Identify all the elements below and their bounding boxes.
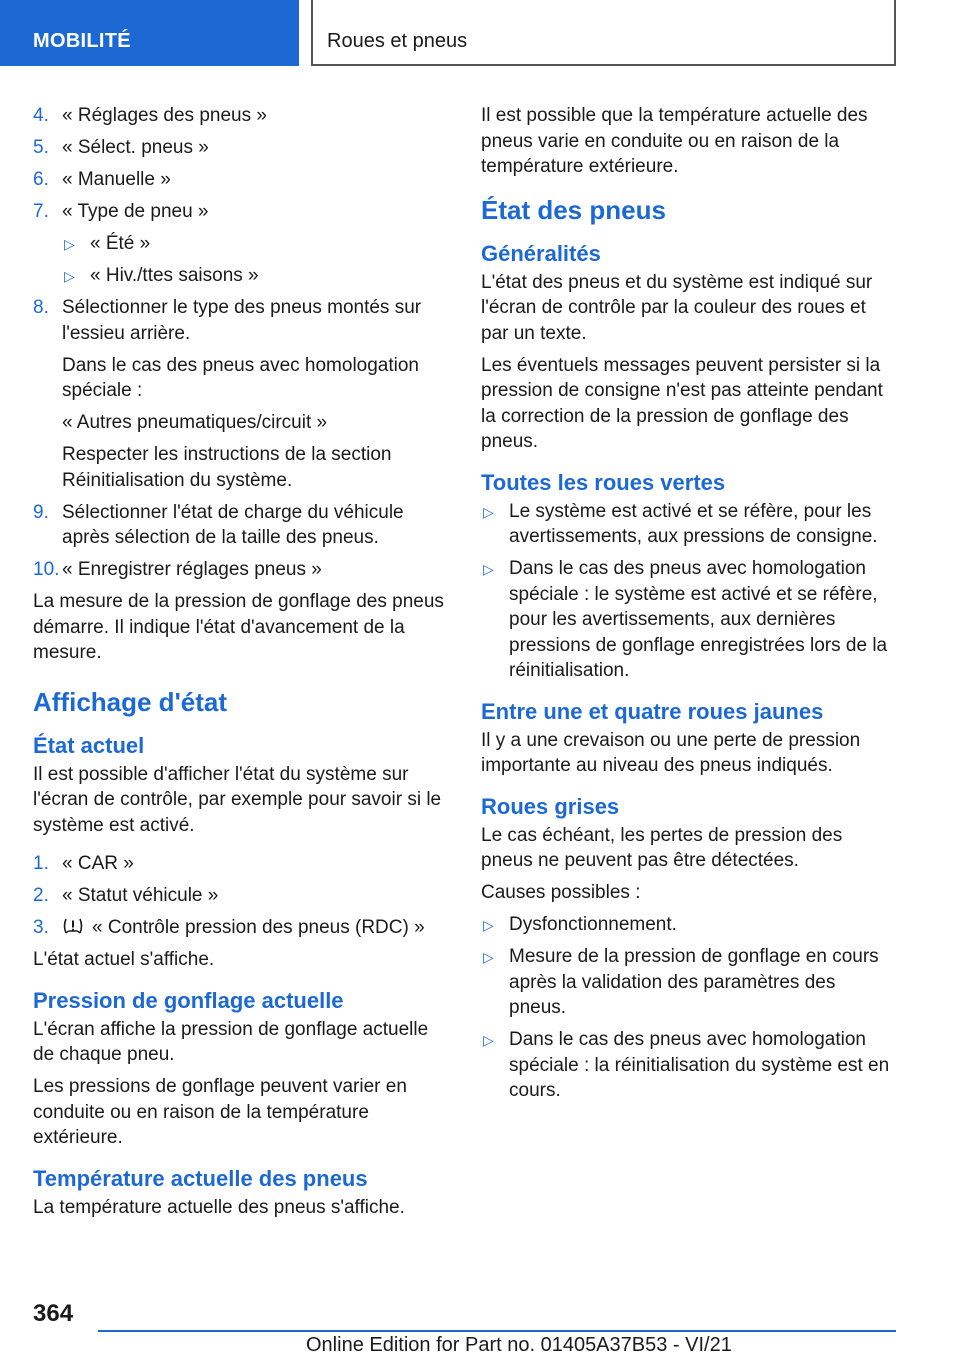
tire-type-winter: « Hiv./ttes saisons » xyxy=(90,265,259,286)
page-number: 364 xyxy=(33,1300,74,1327)
section-title: MOBILITÉ xyxy=(33,30,131,52)
list-item-text: Dans le cas des pneus avec homologation spéciale : la réinitialisation du système est en cours. xyxy=(509,1029,890,1101)
triangle-bullet-icon: ▷ xyxy=(483,503,494,520)
paragraph: Causes possibles : xyxy=(481,882,641,903)
step-text: Sélectionner l'état de charge du véhicule après sélection de la taille des pneus. xyxy=(62,501,404,548)
step-number: 2. xyxy=(33,885,49,906)
step-number: 3. xyxy=(33,917,49,938)
heading-grises: Roues grises xyxy=(481,793,620,819)
heading-jaunes: Entre une et quatre roues jaunes xyxy=(481,698,824,724)
paragraph: L'état actuel s'affiche. xyxy=(33,949,215,970)
paragraph: Il y a une crevaison ou une perte de pression importante au niveau des pneus indiqués. xyxy=(481,729,861,776)
step-item xyxy=(33,557,445,583)
left-column xyxy=(33,103,445,1227)
footer-divider xyxy=(98,1330,896,1332)
heading-etat-pneus: État des pneus xyxy=(481,194,666,225)
step-item xyxy=(33,135,445,161)
heading-vertes: Toutes les roues vertes xyxy=(481,469,726,495)
step-text: « Enregistrer réglages pneus » xyxy=(62,559,322,580)
list-item xyxy=(62,231,445,257)
paragraph: L'état des pneus et du système est indiqué sur l'écran de contrôle par la couleur des roues et par un texte. xyxy=(481,271,873,344)
step-text: Respecter les instructions de la section Réinitialisation du système. xyxy=(62,444,392,491)
triangle-bullet-icon: ▷ xyxy=(483,949,494,965)
step-number: 6. xyxy=(33,169,49,190)
step-text: Sélectionner le type des pneus montés sur l'essieu arrière. xyxy=(62,297,422,344)
list-item xyxy=(481,499,897,550)
paragraph: Il est possible que la température actuelle des pneus varie en conduite ou en raison de la température extérieure. xyxy=(481,105,868,177)
triangle-bullet-icon: ▷ xyxy=(64,236,75,252)
step-item xyxy=(33,167,445,193)
chapter-title: Roues et pneus xyxy=(327,30,468,52)
step-number: 8. xyxy=(33,297,49,318)
step-text: Dans le cas des pneus avec homologation spéciale : xyxy=(62,354,420,401)
list-item xyxy=(481,556,897,684)
step-text: « CAR » xyxy=(62,853,134,874)
step-number: 7. xyxy=(33,201,49,222)
heading-temperature: Température actuelle des pneus xyxy=(33,1165,368,1191)
step-number: 4. xyxy=(33,105,49,126)
step-number: 9. xyxy=(33,501,49,523)
step-text: « Manuelle » xyxy=(62,169,171,190)
paragraph: Le cas échéant, les pertes de pression des pneus ne peuvent pas être détectées. xyxy=(481,824,843,871)
triangle-bullet-icon: ▷ xyxy=(483,917,494,933)
step-text: « Type de pneu » xyxy=(62,201,209,222)
paragraph: Les pressions de gonflage peuvent varier en conduite ou en raison de la température extérieure. xyxy=(33,1076,407,1148)
heading-affichage: Affichage d'état xyxy=(33,686,227,717)
triangle-bullet-icon: ▷ xyxy=(483,561,494,577)
tire-type-summer: « Été » xyxy=(90,233,151,254)
triangle-bullet-icon: ▷ xyxy=(64,268,75,284)
list-item-text: Dans le cas des pneus avec homologation spéciale : le système est activé et se réfère, pour les avertissements, aux dernières pressions de gonflage enregistrées lors de la réinitialisation. xyxy=(509,558,888,681)
heading-generalites: Généralités xyxy=(481,240,601,266)
list-item-text: Mesure de la pression de gonflage en cours après la validation des paramètres des pneus. xyxy=(509,946,879,1018)
step-item xyxy=(33,500,445,551)
step-item xyxy=(33,103,445,129)
list-item-text: Le système est activé et se réfère, pour les avertissements, aux pressions de consigne. xyxy=(509,500,878,547)
step-text: « Sélect. pneus » xyxy=(62,137,209,158)
list-item-text: Dysfonctionnement. xyxy=(509,914,677,935)
step-item xyxy=(33,295,445,493)
list-item xyxy=(62,263,445,289)
paragraph: Les éventuels messages peuvent persister si la pression de consigne n'est pas atteinte pendant la correction de la pression de gonflage des pneus. xyxy=(481,354,883,452)
step-text: « Autres pneumatiques/circuit » xyxy=(62,412,328,433)
list-item xyxy=(481,1027,897,1104)
step-text: « Contrôle pression des pneus (RDC) » xyxy=(92,917,425,938)
footer-edition: Online Edition for Part no. 01405A37B53 - VI/21 xyxy=(306,1334,732,1356)
right-column xyxy=(481,103,897,1110)
list-item xyxy=(481,912,897,938)
paragraph: Il est possible d'afficher l'état du système sur l'écran de contrôle, par exemple pour savoir si le système est activé. xyxy=(33,763,442,836)
paragraph: La température actuelle des pneus s'affiche. xyxy=(33,1196,405,1218)
step-number: 10. xyxy=(33,559,60,580)
chapter-tab xyxy=(311,0,896,66)
list-item xyxy=(481,944,897,1021)
step-item xyxy=(33,883,445,909)
heading-pression: Pression de gonflage actuelle xyxy=(33,987,344,1013)
section-tab xyxy=(0,0,299,66)
step-item xyxy=(33,851,445,877)
step-item xyxy=(33,199,445,225)
step-text: « Réglages des pneus » xyxy=(62,105,267,126)
paragraph: La mesure de la pression de gonflage des pneus démarre. Il indique l'état d'avancement de la mesure. xyxy=(33,591,444,663)
step-item xyxy=(33,915,445,941)
paragraph: L'écran affiche la pression de gonflage actuelle de chaque pneu. xyxy=(33,1018,429,1065)
triangle-bullet-icon: ▷ xyxy=(483,1032,494,1048)
step-text: « Statut véhicule » xyxy=(62,885,219,906)
step-number: 5. xyxy=(33,137,49,158)
tire-pressure-warning-icon xyxy=(62,917,84,935)
step-number: 1. xyxy=(33,853,49,874)
heading-etat-actuel: État actuel xyxy=(33,732,145,758)
